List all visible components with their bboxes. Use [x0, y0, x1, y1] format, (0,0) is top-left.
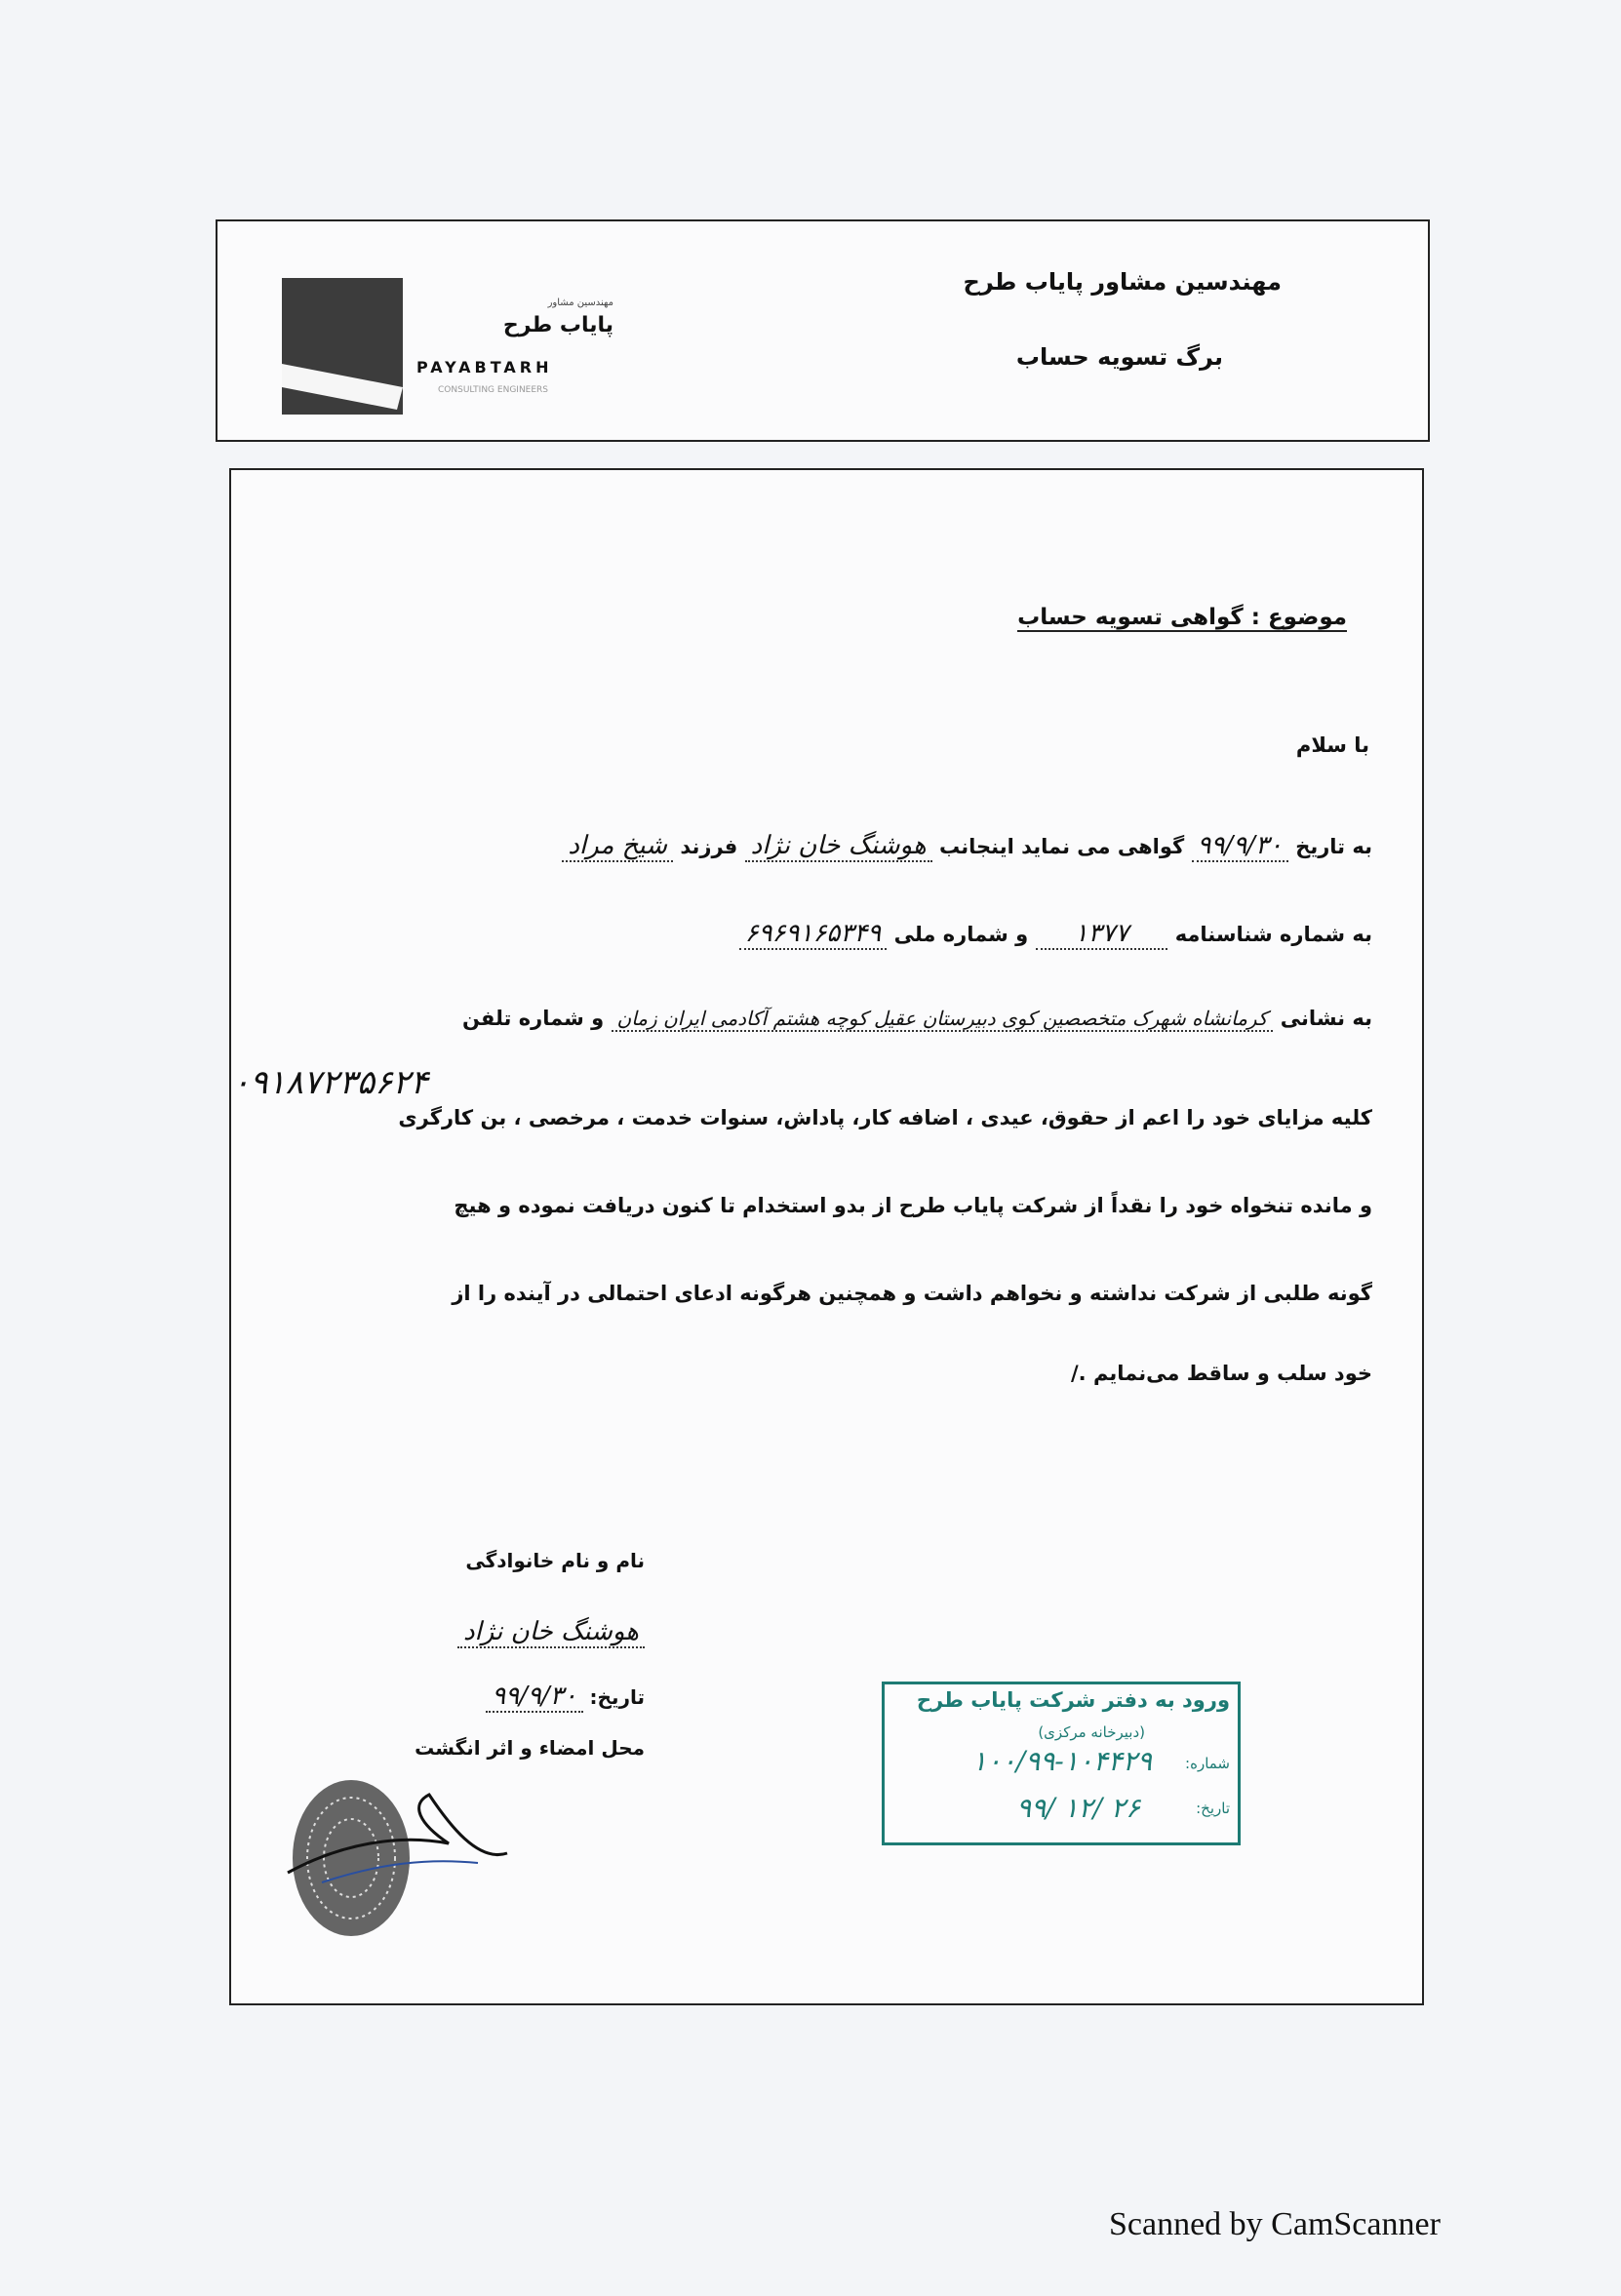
address-fill: کرمانشاه شهرک متخصصین کوی دبیرستان عقیل کوچه هشتم آکادمی ایران زمان: [612, 1007, 1274, 1032]
logo-en-sub: CONSULTING ENGINEERS: [438, 385, 549, 395]
stamp-number-value: ۱۰۰/۹۹-۱۰۴۴۲۹: [971, 1745, 1152, 1777]
name-label: نام و نام خانوادگی: [465, 1549, 645, 1572]
date-fill: ۹۹/۹/۳۰: [1192, 831, 1288, 862]
company-logo: [282, 278, 613, 415]
national-id-fill: ۶۹۶۹۱۶۵۳۴۹: [739, 919, 888, 950]
address-line: به نشانی کرمانشاه شهرک متخصصین کوی دبیرستان عقیل کوچه هشتم آکادمی ایران زمان و شماره تلفن: [461, 1007, 1372, 1030]
company-name: مهندسین مشاور پایاب طرح: [963, 268, 1282, 296]
father-name-fill: شیخ مراد: [562, 831, 673, 862]
signature-fingerprint-icon: [283, 1765, 517, 1941]
body-line-4: خود سلب و ساقط می‌نمایم ./: [1070, 1362, 1372, 1385]
logo-mark-icon: [282, 278, 403, 415]
logo-en-text: PAYABTARH: [416, 358, 553, 376]
form-title: برگ تسویه حساب: [1015, 343, 1223, 371]
stamp-date-label: تاریخ:: [1196, 1800, 1230, 1817]
stamp-title: ورود به دفتر شرکت پایاب طرح: [916, 1688, 1230, 1712]
body-line-2: و مانده تنخواه خود را نقداً از شرکت پایاب طرح از بدو استخدام تا کنون دریافت نموده و هیچ: [454, 1194, 1372, 1217]
id-line: به شماره شناسنامه ۱۳۷۷ و شماره ملی ۶۹۶۹۱۶۵۳۴۹: [739, 919, 1372, 948]
stamp-sub: (دبیرخانه مرکزی): [1038, 1723, 1145, 1741]
letterhead: [216, 219, 1430, 442]
body-line-1: کلیه مزایای خود را اعم از حقوق، عیدی ، اضافه کار، پاداش، سنوات خدمت ، مرخصی ، بن کارگری: [398, 1106, 1372, 1129]
scanner-watermark: Scanned by CamScanner: [1109, 2206, 1441, 2242]
logo-fa-text: پایاب طرح: [502, 313, 613, 337]
name-value: هوشنگ خان نژاد: [457, 1617, 645, 1646]
employee-name-fill: هوشنگ خان نژاد: [745, 831, 932, 862]
sign-date: تاریخ: ۹۹/۹/۳۰: [486, 1682, 645, 1711]
id-number-fill: ۱۳۷۷: [1036, 919, 1168, 950]
greeting: با سلام: [1295, 733, 1369, 757]
subject: موضوع : گواهی تسویه حساب: [1017, 605, 1347, 630]
sign-label: محل امضاء و اثر انگشت: [415, 1736, 645, 1760]
received-stamp: [882, 1682, 1241, 1845]
logo-small-text: مهندسین مشاور: [547, 297, 613, 308]
stamp-date-value: ۹۹/ ۱۲/ ۲۶: [1016, 1792, 1140, 1824]
stamp-number-label: شماره:: [1185, 1755, 1230, 1772]
phone-fill: ۰۹۱۸۷۲۳۵۶۲۴: [232, 1063, 428, 1102]
body-line-3: گونه طلبی از شرکت نداشته و نخواهم داشت و همچنین هرگونه ادعای احتمالی در آینده را از: [452, 1282, 1372, 1305]
date-name-line: به تاریخ ۹۹/۹/۳۰ گواهی می نماید اینجانب هوشنگ خان نژاد فرزند شیخ مراد: [562, 831, 1372, 860]
